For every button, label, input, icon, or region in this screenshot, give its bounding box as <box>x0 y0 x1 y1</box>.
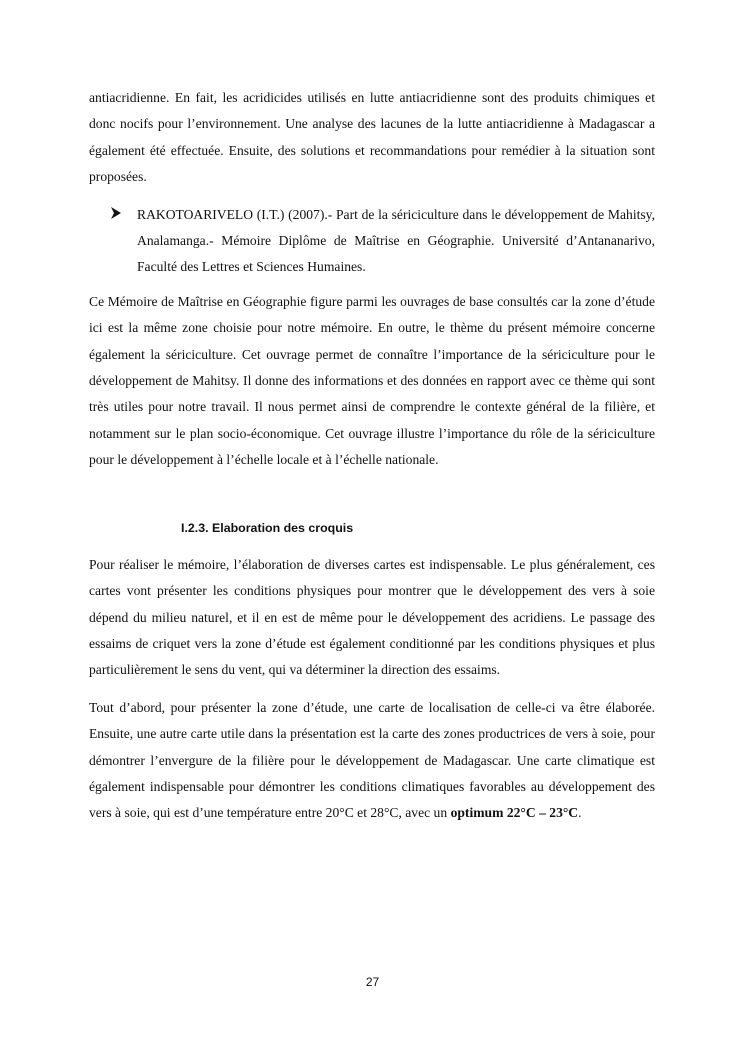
section-heading: I.2.3. Elaboration des croquis <box>181 520 354 535</box>
paragraph-memoire-maitrise: Ce Mémoire de Maîtrise en Géographie figure parmi les ouvrages de base consultés car la zone d’étude ici est la même zone choisie pour notre mémoire. En outre, le thème du présent mémoire concerne également la sériciculture. Cet ouvrage permet de connaître l’importance de la sériciculture pour le développement de Mahitsy. Il donne des informations et des données en rapport avec ce thème qui sont très utiles pour notre travail. Il nous permet ainsi de comprendre le contexte général de la filière, et notamment sur le plan socio-économique. Cet ouvrage illustre l’importance du rôle de la sériciculture pour le développement à l’échelle locale et à l’échelle nationale. <box>89 293 655 468</box>
reference-bullet-item <box>89 202 655 281</box>
optimum-temperature: optimum 22°C – 23°C <box>450 805 579 821</box>
reference-text: RAKOTOARIVELO (I.T.) (2007).- Part de la sériciculture dans le développement de Mahitsy, Analamanga.- Mémoire Diplôme de Maîtrise en Géographie. Université d’Antananarivo, Faculté des Lettres et Sciences Humaines. <box>137 206 655 275</box>
paragraph-intro-lutte: antiacridienne. En fait, les acridicides utilisés en lutte antiacridienne sont des produits chimiques et donc nocifs pour l’environnement. Une analyse des lacunes de la lutte antiacridienne à Madagascar a également été effectuée. Ensuite, des solutions et recommandations pour remédier à la situation sont proposées. <box>89 90 655 185</box>
paragraph-carte-localisation <box>89 695 655 827</box>
paragraph-carte-text: Tout d’abord, pour présenter la zone d’étude, une carte de localisation de celle-ci va être élaborée. Ensuite, une autre carte utile dans la présentation est la carte des zones productrices de vers à soie, pour démontrer l’envergure de la filière pour le développement de Madagascar. Une carte climatique est également indispensable pour démontrer les conditions climatiques favorables au développement des vers à soie, qui est d’une température entre 20°C et 28°C, avec un <box>89 699 655 821</box>
paragraph-cartes: Pour réaliser le mémoire, l’élaboration de diverses cartes est indispensable. Le plus généralement, ces cartes vont présenter les conditions physiques pour montrer que le développement des vers à soie dépend du milieu naturel, et il en est de même pour le développement des acridiens. Le passage des essaims de criquet vers la zone d’étude est également conditionné par les conditions physiques et plus particulièrement le sens du vent, qui va déterminer la direction des essaims. <box>89 556 655 678</box>
page-number: 27 <box>365 975 380 989</box>
paragraph-end-punctuation: . <box>578 805 582 821</box>
document-page <box>89 85 655 827</box>
arrowhead-bullet-icon <box>110 206 122 220</box>
